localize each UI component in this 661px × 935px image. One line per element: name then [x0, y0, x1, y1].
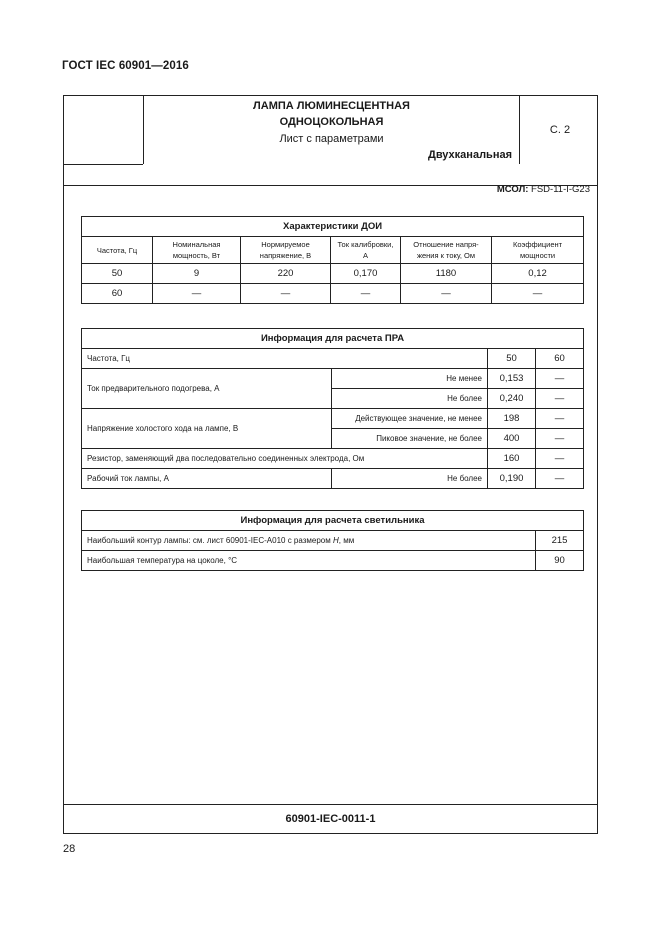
luminaire-temp-value: 90 — [536, 551, 584, 571]
pra-ocv-label: Напряжение холостого хода на лампе, В — [82, 409, 332, 449]
doi-col-current: Ток калибровки, А — [331, 237, 401, 264]
pra-preheat-max-60: — — [536, 389, 584, 409]
doi-cell: 9 — [153, 264, 241, 284]
pra-resistor-label: Резистор, заменяющий два последовательно соединенных электрода, Ом — [82, 449, 488, 469]
header-sheet-page: С. 2 — [549, 124, 571, 136]
header-divider-left — [64, 164, 143, 165]
pra-table — [81, 328, 584, 489]
doi-cell: — — [401, 284, 492, 304]
luminaire-contour-value: 215 — [536, 531, 584, 551]
luminaire-temp-label: Наибольшая температура на цоколе, °С — [82, 551, 536, 571]
pra-working-max-label: Не более — [332, 469, 488, 489]
pra-preheat-min-50: 0,153 — [488, 369, 536, 389]
pra-preheat-label: Ток предварительного подогрева, А — [82, 369, 332, 409]
pra-frequency-50: 50 — [488, 349, 536, 369]
pra-ocv-peak-label: Пиковое значение, не более — [332, 429, 488, 449]
doi-cell: 50 — [82, 264, 153, 284]
pra-caption: Информация для расчета ПРА — [82, 329, 584, 349]
pra-working-50: 0,190 — [488, 469, 536, 489]
doi-cell: — — [331, 284, 401, 304]
doi-table — [81, 216, 584, 304]
table-row — [82, 531, 584, 551]
doi-header-row — [82, 237, 584, 264]
luminaire-caption: Информация для расчета светильника — [82, 511, 584, 531]
doi-col-power-factor: Коэффициент мощности — [492, 237, 584, 264]
msol-designation — [497, 184, 590, 195]
pra-working-60: — — [536, 469, 584, 489]
luminaire-contour-label-var: H — [332, 536, 339, 545]
doi-caption-row — [82, 217, 584, 237]
pra-ocv-peak-50: 400 — [488, 429, 536, 449]
table-row — [82, 264, 584, 284]
doi-caption: Характеристики ДОИ — [82, 217, 584, 237]
doi-cell: 1180 — [401, 264, 492, 284]
luminaire-contour-label-pre: Наибольший контур лампы: см. лист 60901-IEC-A010 с размером — [87, 536, 333, 545]
doi-cell: — — [153, 284, 241, 304]
pra-working-label: Рабочий ток лампы, А — [82, 469, 332, 489]
table-row — [82, 349, 584, 369]
sheet-frame — [63, 95, 598, 834]
pra-ocv-rms-50: 198 — [488, 409, 536, 429]
pra-frequency-label: Частота, Гц — [82, 349, 488, 369]
luminaire-caption-row — [82, 511, 584, 531]
doi-col-voltage: Нормируемое напряжение, В — [241, 237, 331, 264]
pra-preheat-max-label: Не более — [332, 389, 488, 409]
footer-divider — [64, 804, 597, 805]
page-number: 28 — [63, 843, 76, 855]
doi-cell: 0,170 — [331, 264, 401, 284]
header-type: Двухканальная — [427, 149, 512, 161]
doi-cell: 60 — [82, 284, 153, 304]
pra-ocv-peak-60: — — [536, 429, 584, 449]
pra-ocv-rms-60: — — [536, 409, 584, 429]
pra-caption-row — [82, 329, 584, 349]
table-row — [82, 449, 584, 469]
pra-resistor-60: — — [536, 449, 584, 469]
header-subtitle: Лист с параметрами — [279, 133, 384, 145]
table-row — [82, 369, 584, 389]
table-row — [82, 284, 584, 304]
table-row — [82, 469, 584, 489]
document-standard: ГОСТ IEC 60901—2016 — [62, 60, 189, 72]
doi-cell: 220 — [241, 264, 331, 284]
header-title-line1: ЛАМПА ЛЮМИНЕСЦЕНТНАЯ — [253, 100, 410, 112]
header-title-line2: ОДНОЦОКОЛЬНАЯ — [279, 116, 384, 128]
doi-cell: — — [492, 284, 584, 304]
pra-preheat-min-60: — — [536, 369, 584, 389]
pra-frequency-60: 60 — [536, 349, 584, 369]
table-row — [82, 551, 584, 571]
msol-value: FSD-11-I-G23 — [531, 184, 590, 195]
doi-col-ratio: Отношение напря-жения к току, Ом — [401, 237, 492, 264]
doi-cell: 0,12 — [492, 264, 584, 284]
msol-label: МСОЛ: — [496, 184, 529, 195]
footer-code: 60901-IEC-0011-1 — [285, 813, 376, 825]
luminaire-contour-label-post: , мм — [338, 536, 355, 545]
pra-ocv-rms-label: Действующее значение, не менее — [332, 409, 488, 429]
doi-col-power: Номинальная мощность, Вт — [153, 237, 241, 264]
doi-col-frequency: Частота, Гц — [82, 237, 153, 264]
luminaire-table — [81, 510, 584, 571]
luminaire-contour-label — [82, 531, 536, 551]
doi-cell: — — [241, 284, 331, 304]
pra-preheat-min-label: Не менее — [332, 369, 488, 389]
header-col-right — [519, 96, 520, 164]
pra-preheat-max-50: 0,240 — [488, 389, 536, 409]
table-row — [82, 409, 584, 429]
pra-resistor-50: 160 — [488, 449, 536, 469]
